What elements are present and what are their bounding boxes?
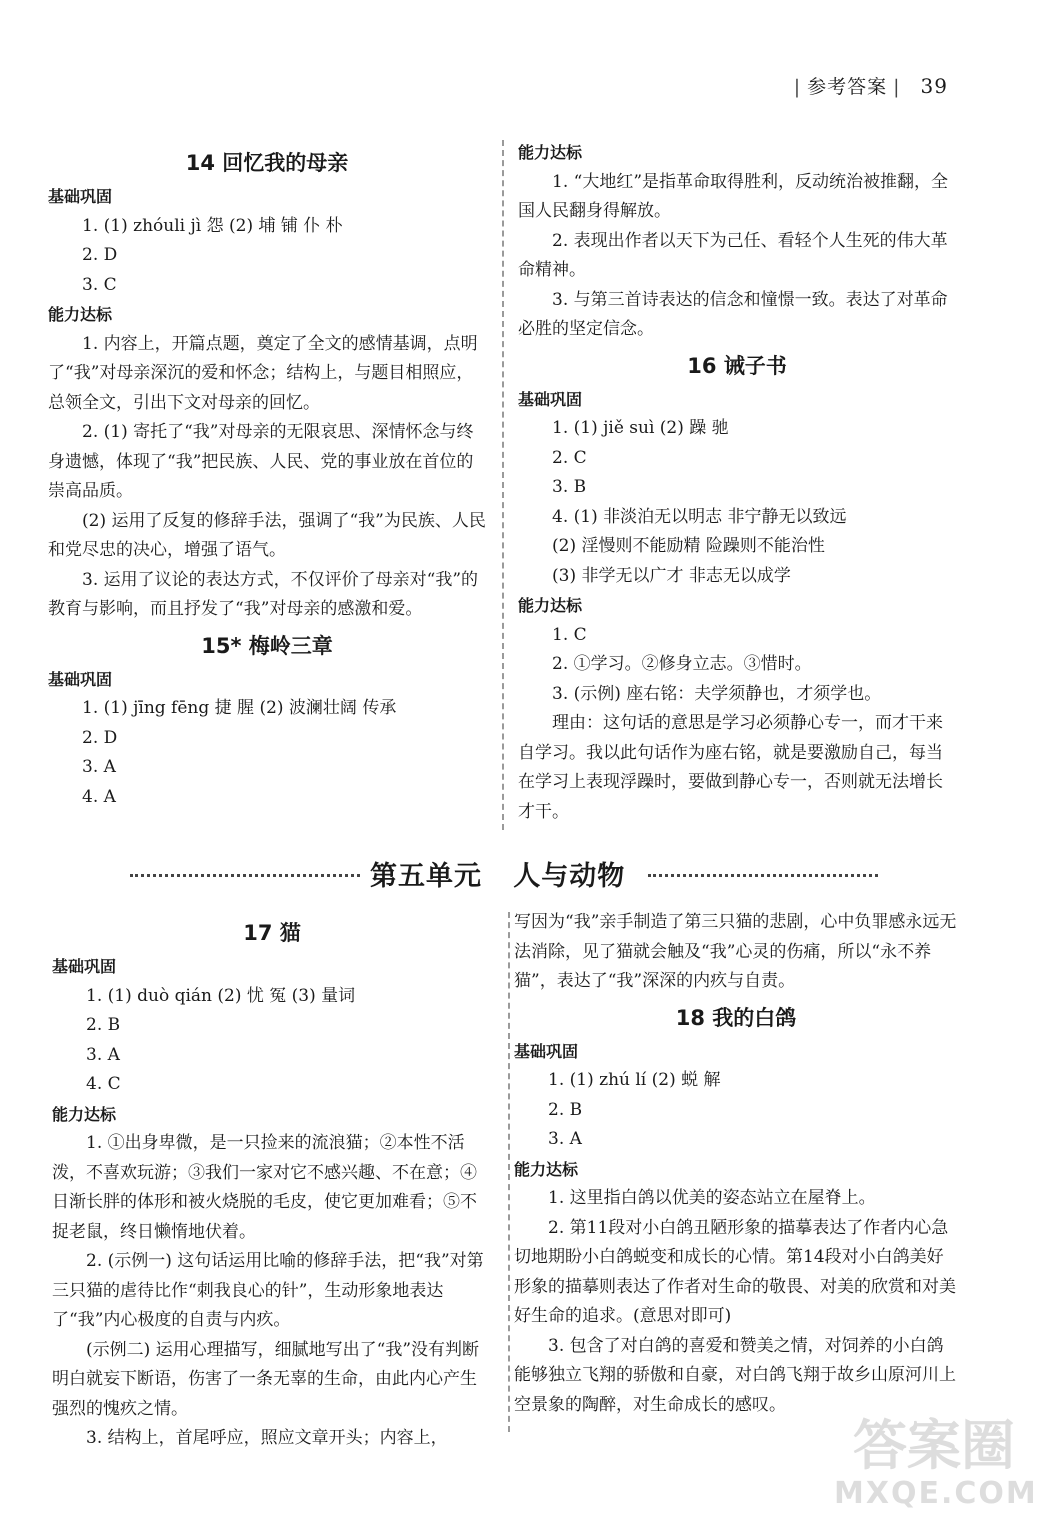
column-divider-bottom — [508, 912, 510, 1432]
lesson-title-16: 16 诫子书 — [687, 353, 787, 378]
answer-line: 2. (示例一) 这句话运用比喻的修辞手法，把“我”对第三只猫的虐待比作“刺我良心的针”，生动形象地表达了“我”内心极度的自责与内疚。 — [52, 1251, 484, 1330]
header-label: 参考答案 — [807, 76, 888, 98]
answer-line: 1. 这里指白鸽以优美的姿态站立在屋脊上。 — [548, 1188, 876, 1208]
answer-line: 1. (1) jiě suì (2) 躁 驰 — [552, 418, 729, 438]
section-heading: 基础巩固 — [48, 187, 113, 206]
column-divider-top — [502, 140, 504, 830]
answer-line: 2. D — [82, 727, 118, 748]
answer-line: 1. C — [552, 624, 587, 645]
watermark-url: MXQE.COM — [834, 1476, 1038, 1511]
lesson-16-answers — [518, 385, 956, 828]
answer-line: (示例二) 运用心理描写，细腻地写出了“我”没有判断明白就妄下断语，伤害了一条无辜的生命，由此内心产生强烈的愧疚之情。 — [52, 1339, 480, 1419]
answer-line: 4. (1) 非淡泊无以明志 非宁静无以致远 — [552, 506, 847, 527]
column-bottom-left — [52, 912, 492, 1454]
section-heading: 基础巩固 — [518, 389, 583, 409]
answer-line: 3. 与第三首诗表达的信念和憧憬一致。表达了对革命必胜的坚定信念。 — [518, 289, 948, 339]
answer-line: (2) 运用了反复的修辞手法，强调了“我”为民族、人民和党尽忠的决心，增强了语气。 — [48, 510, 486, 560]
answer-line: 2. (1) 寄托了“我”对母亲的无限哀思、深情怀念与终身遗憾，体现了“我”把民族、人民、党的事业放在首位的崇高品质。 — [48, 422, 474, 501]
unit-dots-left — [130, 874, 360, 877]
answer-line: 1. (1) zhóuli jì 怨 (2) 埔 铺 仆 朴 — [82, 215, 343, 236]
lesson-title-18: 18 我的白鸽 — [675, 1005, 797, 1030]
lesson-17-answers — [52, 952, 492, 1454]
lesson-15-answers — [48, 665, 486, 813]
lesson-14-answers — [48, 182, 486, 625]
section-heading: 能力达标 — [518, 596, 583, 615]
answer-line: 3. 包含了对白鸽的喜爱和赞美之情，对饲养的小白鸽能够独立飞翔的骄傲和自豪，对白鸽飞翔于故乡山原河川上空景象的陶醉，对生命成长的感叹。 — [514, 1335, 956, 1415]
section-heading: 能力达标 — [514, 1159, 579, 1179]
unit-title: 第五单元 人与动物 — [370, 861, 626, 892]
section-heading: 基础巩固 — [514, 1041, 579, 1061]
answer-line: 2. 第11段对小白鸽丑陋形象的描摹表达了作者内心急切地期盼小白鸽蜕变和成长的心情。第14段对小白鸽美好形象的描摹则表达了作者对生命的敬畏、对美的欣赏和对美好生命的追求。(意思对即可) — [514, 1217, 956, 1326]
lesson-title-14: 14 回忆我的母亲 — [185, 151, 349, 175]
answer-line: (3) 非学无以广才 非志无以成学 — [552, 565, 791, 586]
lesson-title-15: 15* 梅岭三章 — [201, 633, 333, 658]
column-top-left — [48, 142, 486, 812]
answer-line: 写因为“我”亲手制造了第三只猫的悲剧，心中负罪感永远无法消除，见了猫就会触及“我”心灵的伤痛，所以“永不养猫”，表达了“我”深深的内疚与自责。 — [514, 912, 957, 991]
answer-line: 4. C — [86, 1074, 121, 1094]
section-heading: 能力达标 — [518, 143, 583, 162]
page-number: 39 — [920, 74, 948, 98]
watermark-logo — [834, 1414, 1038, 1526]
answer-line: 3. A — [82, 757, 116, 777]
answer-line: 理由：这句话的意思是学习必须静心专一，而才干来自学习。我以此句话作为座右铭，就是要激励自己，每当在学习上表现浮躁时，要做到静心专一，否则就无法增长才干。 — [518, 713, 943, 822]
lesson-title-17: 17 猫 — [243, 921, 301, 945]
answer-line: 2. D — [82, 245, 118, 265]
answer-line: 2. B — [548, 1099, 583, 1120]
answer-line: 3. A — [86, 1044, 120, 1065]
answer-line: 1. 内容上，开篇点题，奠定了全文的感情基调，点明了“我”对母亲深沉的爱和怀念；结构上，与题目相照应，总领全文，引出下文对母亲的回忆。 — [48, 333, 478, 413]
watermark-mark: 答案圈 — [853, 1414, 1015, 1477]
answer-line: (2) 淫慢则不能励精 险躁则不能治性 — [552, 536, 825, 556]
answer-line: 1. “大地红”是指革命取得胜利，反动统治被推翻，全国人民翻身得解放。 — [518, 171, 949, 221]
answer-line: 2. B — [86, 1015, 121, 1035]
section-heading: 能力达标 — [48, 305, 113, 324]
unit-banner — [0, 848, 1046, 898]
section-heading: 基础巩固 — [48, 669, 113, 689]
section-heading: 能力达标 — [52, 1104, 117, 1124]
lesson-18-answers — [514, 1037, 958, 1421]
answer-line: 3. (示例) 座右铭：夫学须静也，才须学也。 — [552, 683, 882, 704]
answer-line: 2. 表现出作者以天下为己任、看轻个人生死的伟大革命精神。 — [518, 230, 948, 280]
section-heading: 基础巩固 — [52, 957, 117, 976]
answer-line: 2. ①学习。②修身立志。③惜时。 — [552, 654, 812, 674]
answer-line: 3. A — [548, 1129, 582, 1149]
answer-line: 3. 运用了议论的表达方式，不仅评价了母亲对“我”的教育与影响，而且抒发了“我”对母亲的感激和爱。 — [48, 569, 479, 619]
answer-line: 3. C — [82, 274, 117, 295]
page-header: | 参考答案 | 39 — [793, 74, 948, 98]
answer-line: 1. (1) jīng fēng 捷 腥 (2) 波澜壮阔 传承 — [82, 698, 397, 718]
lesson-17-answers-cont — [514, 908, 958, 997]
answer-line: 2. C — [552, 447, 587, 468]
answer-line: 4. A — [82, 786, 116, 807]
column-top-right — [518, 138, 956, 827]
lesson-15-answers-cont — [518, 138, 956, 345]
unit-dots-right — [648, 874, 878, 877]
answer-line: 1. (1) zhú lí (2) 蜕 解 — [548, 1070, 721, 1090]
answer-line: 1. (1) duò qián (2) 忧 冤 (3) 量词 — [86, 985, 356, 1006]
answer-line: 3. 结构上，首尾呼应，照应文章开头；内容上， — [86, 1428, 448, 1448]
answer-line: 3. B — [552, 477, 587, 497]
column-bottom-right — [514, 908, 958, 1420]
answer-line: 1. ①出身卑微，是一只捡来的流浪猫；②本性不活泼，不喜欢玩游；③我们一家对它不感兴趣、不在意；④日渐长胖的体形和被火烧脱的毛皮，使它更加难看；⑤不捉老鼠，终日懒惰地伏着。 — [52, 1133, 477, 1242]
